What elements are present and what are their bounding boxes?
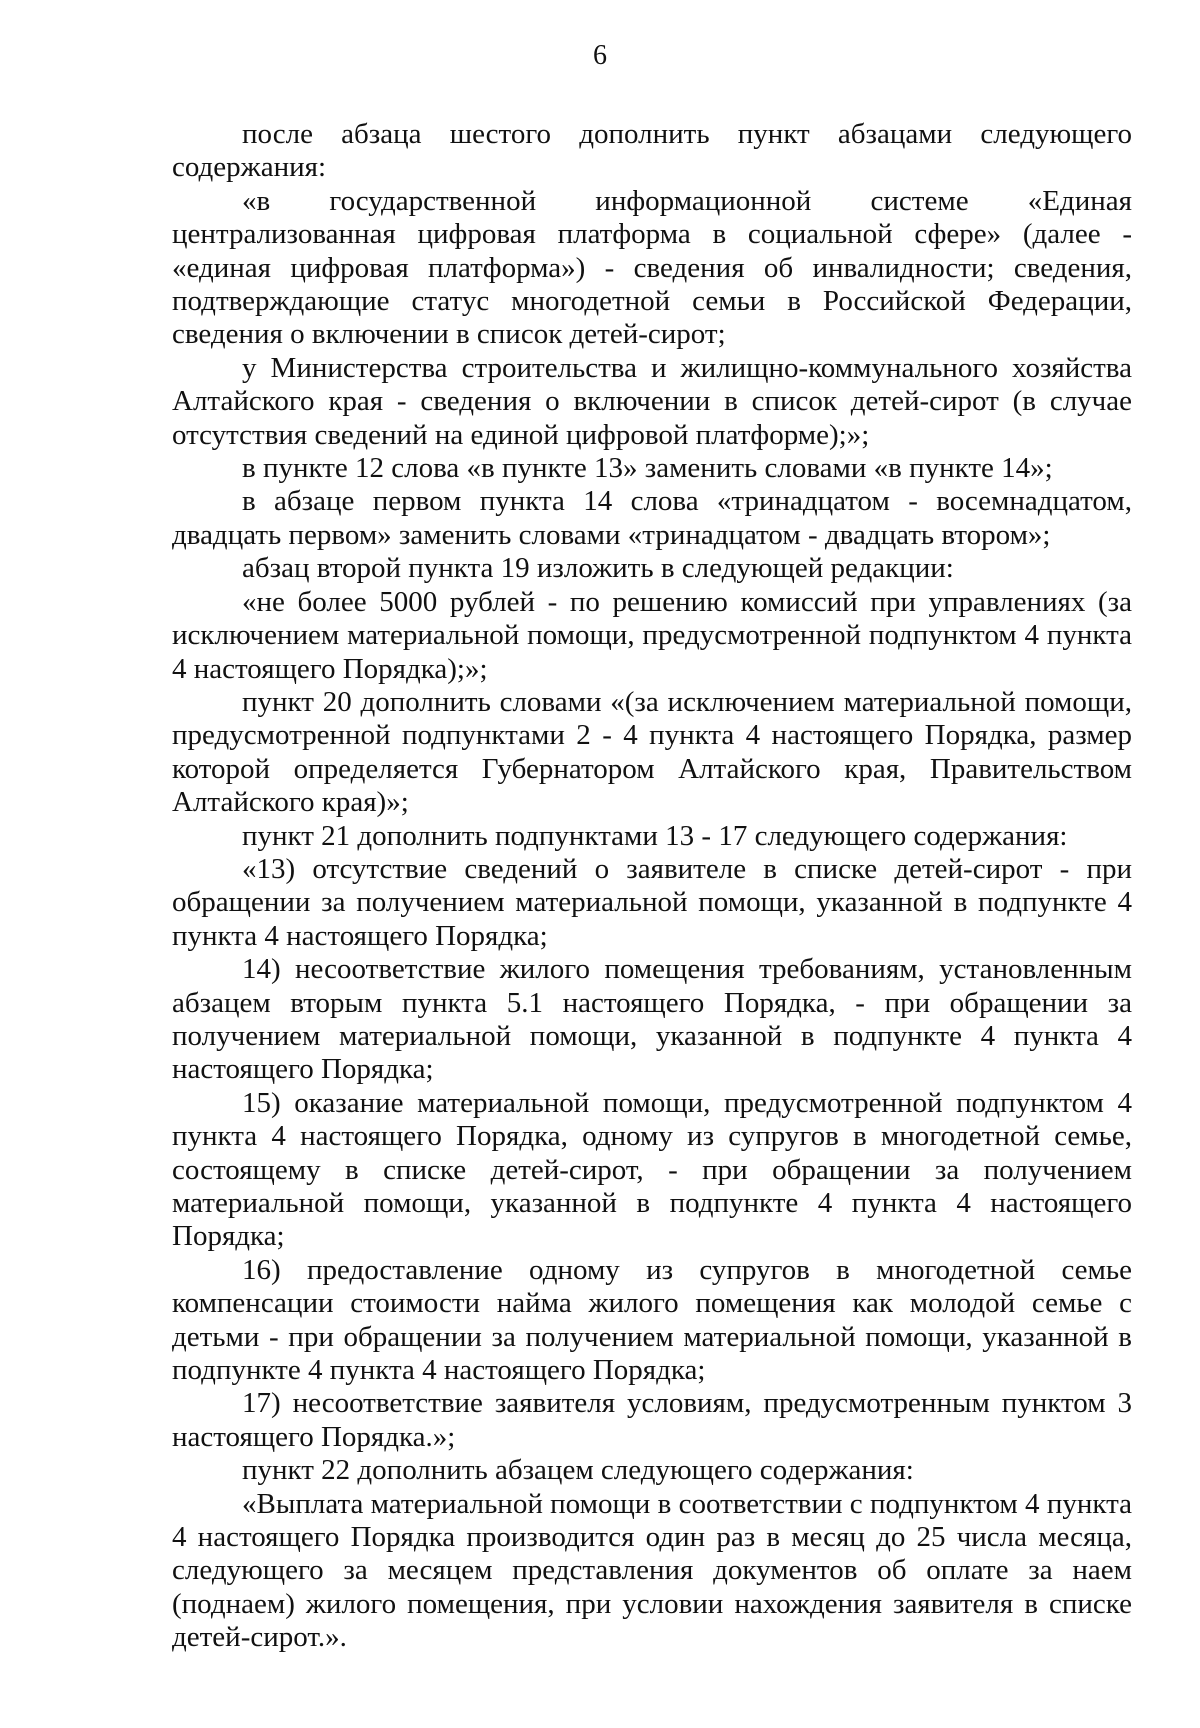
paragraph: 17) несоответствие заявителя условиям, предусмотренным пунктом 3 настоящего Порядка.»; — [172, 1387, 1132, 1453]
paragraph: пункт 22 дополнить абзацем следующего содержания: — [242, 1454, 914, 1487]
paragraph: в абзаце первом пункта 14 слова «тринадцатом - восемнадцатом, двадцать первом» заменить словами «тринадцатом - двадцать втором»; — [172, 485, 1132, 551]
paragraph: после абзаца шестого дополнить пункт абзацами следующего содержания: — [172, 118, 1132, 184]
page-number: 6 — [593, 40, 607, 71]
paragraph: у Министерства строительства и жилищно-коммунального хозяйства Алтайского края - сведения о включении в список детей-сирот (в случае отсутствия сведений на единой цифровой платформе);»; — [172, 351, 1132, 451]
paragraph: пункт 21 дополнить подпунктами 13 - 17 следующего содержания: — [242, 819, 1068, 852]
paragraph: «13) отсутствие сведений о заявителе в списке детей-сирот - при обращении за получением материальной помощи, указанной в подпункте 4 пункта 4 настоящего Порядка; — [172, 852, 1132, 952]
paragraph: 14) несоответствие жилого помещения требованиям, установленным абзацем вторым пункта 5.1 настоящего Порядка, - при обращении за получением материальной помощи, указанной в подпункте 4 пункта 4 настоящего Порядка; — [172, 953, 1132, 1086]
paragraph: 15) оказание материальной помощи, предусмотренной подпунктом 4 пункта 4 настоящего Порядка, одному из супругов в многодетной семье, состоящему в списке детей-сирот, - при обращении за получением материальной помощи, указанной в подпункте 4 пункта 4 настоящего Порядка; — [172, 1086, 1132, 1253]
paragraph: в пункте 12 слова «в пункте 13» заменить словами «в пункте 14»; — [242, 452, 1053, 485]
paragraph: абзац второй пункта 19 изложить в следующей редакции: — [242, 552, 954, 585]
paragraph: «не более 5000 рублей - по решению комиссий при управлениях (за исключением материальной помощи, предусмотренной подпунктом 4 пункта 4 настоящего Порядка);»; — [172, 585, 1132, 685]
paragraph: 16) предоставление одному из супругов в многодетной семье компенсации стоимости найма жилого помещения как молодой семье с детьми - при обращении за получением материальной помощи, указанной в подпункте 4 пункта 4 настоящего Порядка; — [172, 1253, 1132, 1387]
paragraph: пункт 20 дополнить словами «(за исключением материальной помощи, предусмотренной подпунктами 2 - 4 пункта 4 настоящего Порядка, размер которой определяется Губернатором Алтайского края, Правительством Алтайского края)»; — [172, 685, 1132, 819]
paragraph: «Выплата материальной помощи в соответствии с подпунктом 4 пункта 4 настоящего Порядка производится один раз в месяц до 25 числа месяца, следующего за месяцем представления документов об оплате за наем (поднаем) жилого помещения, при условии нахождения заявителя в списке детей-сирот.». — [172, 1487, 1132, 1654]
document-body — [172, 118, 1132, 1655]
paragraph: «в государственной информационной системе «Единая централизованная цифровая платформа в социальной сфере» (далее - «единая цифровая платформа») - сведения об инвалидности; сведения, подтверждающие статус многодетной семьи в Российской Федерации, сведения о включении в список детей-сирот; — [172, 184, 1132, 351]
